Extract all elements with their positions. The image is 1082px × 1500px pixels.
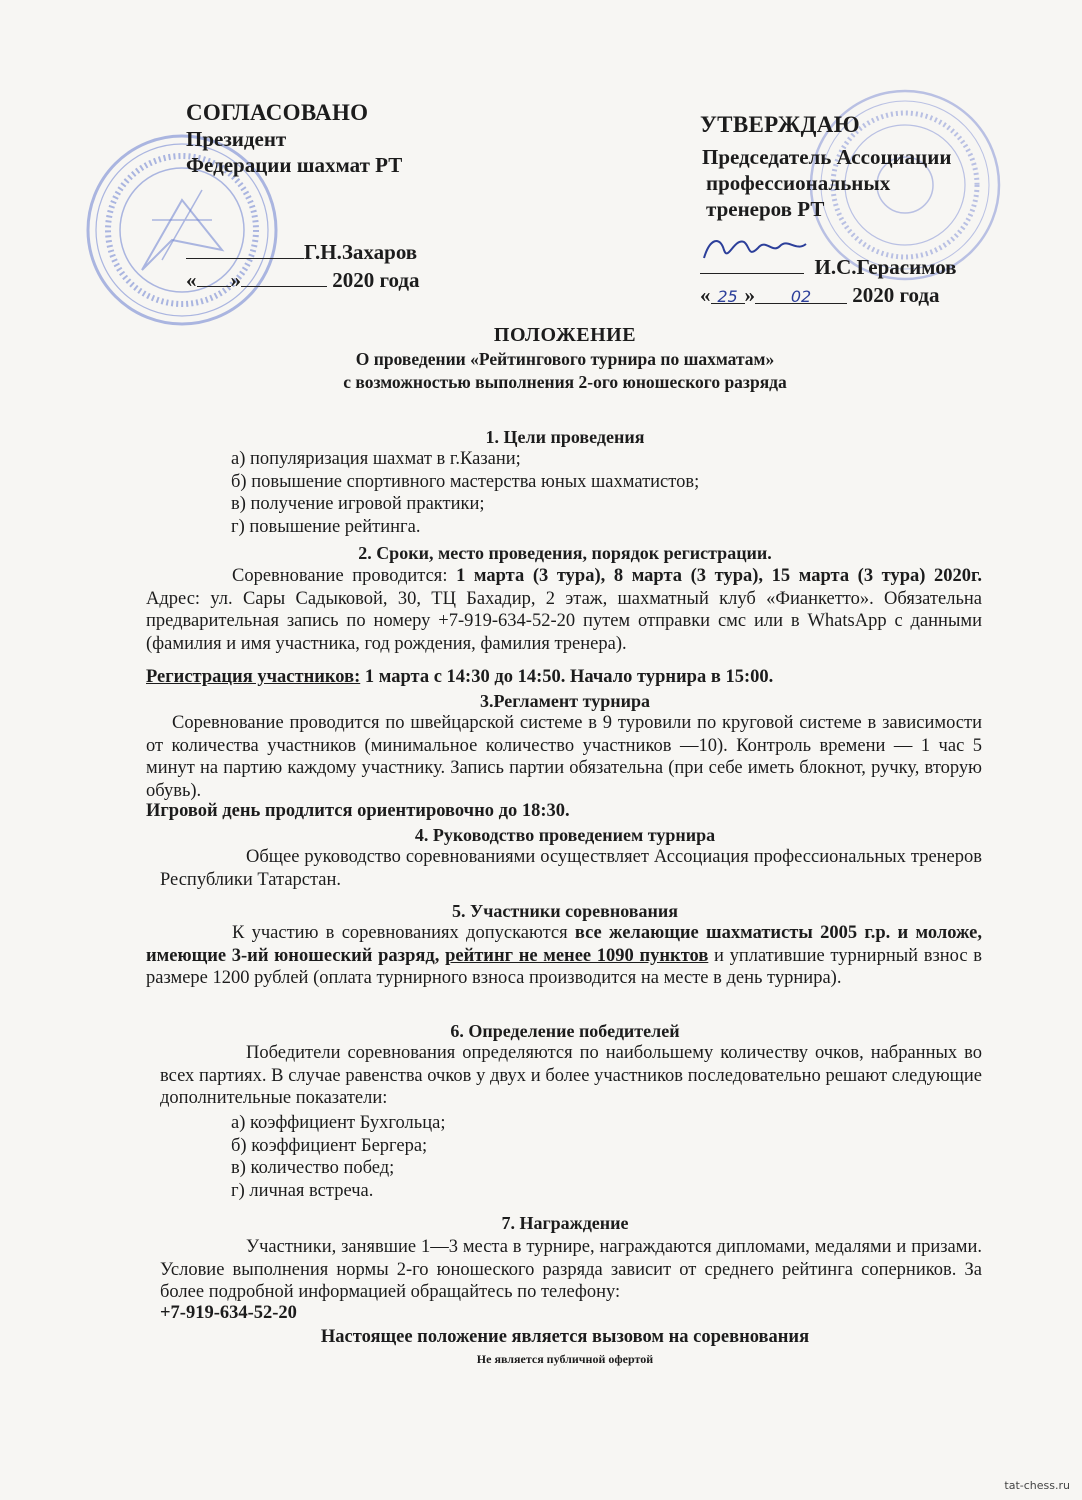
section-4-heading: 4. Руководство проведением турнира [414,825,716,845]
section-1-list [231,448,699,538]
list-item: а) популяризация шахмат в г.Казани; [231,449,521,469]
approval-block-left [186,100,486,178]
signature-line-right [700,255,957,279]
date-line-left [186,268,420,292]
section-7-paragraph: Участники, занявшие 1—3 места в турнире, награждаются дипломами, медалями и призами. Условие выполнения нормы 2-го юношеского разряда зависит от среднего рейтинга соперников. За более подробной информацией обращайтесь по телефону: [160,1237,982,1302]
approval-left-line1: Президент [186,127,287,151]
document-subtitle-2: с возможностью выполнения 2-ого юношеского разряда [343,372,787,392]
section-5-text-a: К участию в соревнованиях допускаются [232,923,575,943]
registration-text: 1 марта с 14:30 до 14:50. Начало турнира в 15:00. [360,667,774,687]
approval-right-line2: профессиональных [706,171,891,195]
document-title: ПОЛОЖЕНИЕ [493,324,637,346]
registration-label: Регистрация участников: [146,667,361,687]
contact-phone: +7-919-634-52-20 [160,1303,297,1323]
signer-left: Г.Н.Захаров [304,240,418,264]
month-blank-left [241,268,327,287]
footer-disclaimer: Не является публичной офертой [476,1352,654,1366]
approval-right-line1: Председатель Ассоциации [702,145,952,169]
date-quote-open-left: « [186,268,197,292]
approval-block-right [700,112,1030,222]
section-2-paragraph [146,565,982,655]
section-5-paragraph [146,922,982,990]
list-item: а) коэффициент Бухгольца; [231,1113,446,1133]
signature-blank-left [186,240,304,259]
date-quote-close-left: » [230,268,241,292]
section-5-heading: 5. Участники соревнования [451,901,678,921]
section-5-eligibility: все желающие шахматисты 2005 г.р. и моложе, имеющие 3-ий юношеский разряд, [146,923,983,966]
list-item: б) коэффициент Бергера; [231,1135,428,1156]
list-item: б) повышение спортивного мастерства юных шахматистов; [231,471,700,492]
registration-line [146,666,982,689]
section-3-paragraph: Соревнование проводится по швейцарской системе в 9 туровили по круговой системе в зависимости от количества участников (минимальное количество участников —10). Контроль времени — 1 час 5 минут на партию каждому участнику. Запись партии обязательна (при себе иметь блокнот, ручку, вторую обувь). [146,713,982,801]
section-4-paragraph: Общее руководство соревнованиями осуществляет Ассоциация профессиональных тренеров Республики Татарстан. [160,847,982,890]
section-2-text-c: Адрес: ул. Сары Садыковой, 30, ТЦ Бахадир, 2 этаж, шахматный клуб «Фианкетто». Обязательна предварительная запись по номеру +7-919-634-52-20 путем отправки смс или в WhatsApp с данными (фамилия и имя участника, год рождения, фамилия тренера). [146,588,982,654]
list-item: в) количество побед; [231,1158,395,1178]
document-subtitle-1: О проведении «Рейтингового турнира по шахматам» [355,349,775,369]
site-watermark: tat-chess.ru [1004,1479,1070,1492]
section-5-rating: рейтинг не менее 1090 пунктов [445,945,709,966]
section-5-text-d: и уплатившие турнирный взнос в размере 1200 рублей (оплата турнирного взноса производится на месте в день турнира). [146,945,982,988]
section-3-heading: 3.Регламент турнира [480,691,650,711]
approval-right-title: УТВЕРЖДАЮ [700,112,860,137]
date-month-right: 02 [755,285,847,304]
signature-line-left [186,240,417,264]
section-6-paragraph: Победители соревнования определяются по наибольшему количеству очков, набранных во всех партиях. В случае равенства очков у двух и более участников последовательно решают следующие дополнительные показатели: [160,1043,982,1108]
date-quote-open-right: « [700,283,711,307]
date-day-right: 25 [711,285,745,304]
section-2-heading: 2. Сроки, место проведения, порядок регистрации. [358,543,772,563]
section-1-heading: 1. Цели проведения [485,427,645,447]
section-7-heading: 7. Награждение [501,1213,629,1233]
date-line-right [700,283,940,307]
list-item: г) личная встреча. [231,1180,374,1201]
year-right: 2020 года [852,283,940,307]
approval-right-line3: тренеров РТ [706,197,825,221]
day-blank-left [197,268,231,287]
approval-left-title: СОГЛАСОВАНО [186,100,369,125]
approval-left-line2: Федерации шахмат РТ [186,153,403,177]
footer-notice: Настоящее положение является вызовом на соревнования [320,1327,810,1347]
list-item: г) повышение рейтинга. [231,516,421,537]
date-quote-close-right: » [744,283,755,307]
signer-right: И.С.Герасимов [814,255,957,279]
year-left: 2020 года [332,268,420,292]
list-item: в) получение игровой практики; [231,494,485,514]
section-6-list [231,1112,445,1202]
section-2-text-a: Соревнование проводится: [232,566,457,586]
signature-blank-right [700,255,804,274]
section-2-dates: 1 марта (3 тура), 8 марта (3 тура), 15 марта (3 тура) 2020г. [456,566,982,586]
section-3-note: Игровой день продлится ориентировочно до 18:30. [146,801,570,821]
section-6-heading: 6. Определение победителей [450,1021,680,1041]
